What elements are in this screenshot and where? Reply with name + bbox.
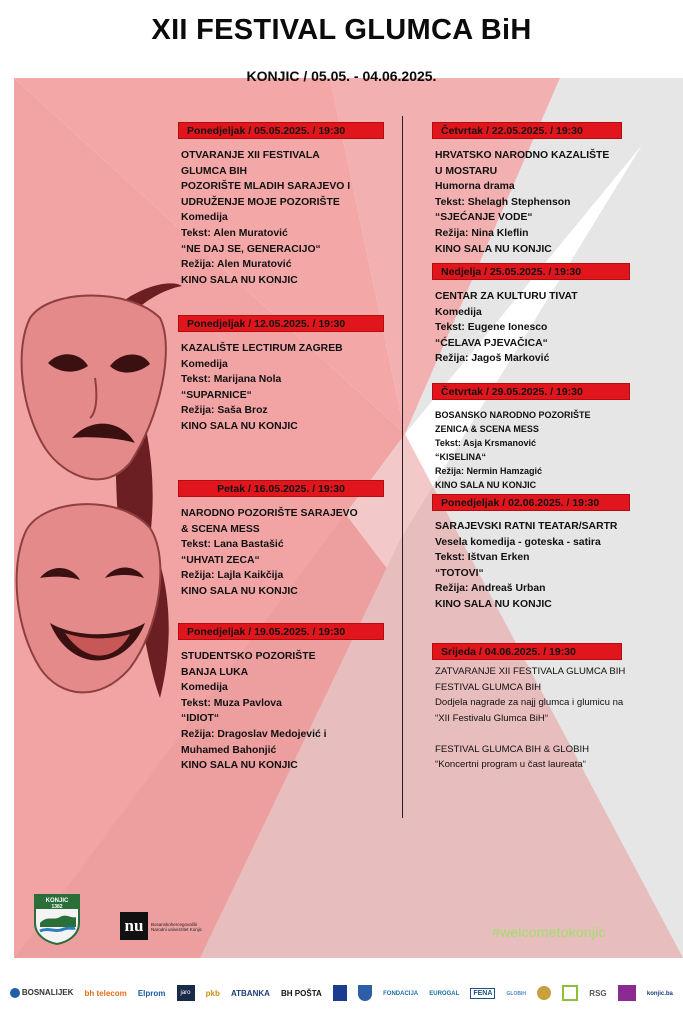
event-line: CENTAR ZA KULTURU TIVAT bbox=[435, 291, 578, 302]
event-card bbox=[178, 121, 384, 288]
crest-label: KONJIC bbox=[45, 898, 69, 904]
event-line: “Koncertni program u čast laureata“ bbox=[435, 759, 586, 770]
event-line: Tekst: Ištvan Erken bbox=[435, 552, 530, 564]
event-line: KINO SALA NU KONJIC bbox=[181, 760, 298, 772]
event-line: & SCENA MESS bbox=[181, 523, 260, 535]
event-line: Režija: Nermin Hamzagić bbox=[435, 466, 543, 476]
event-line: Režija: Lajla Kaikčija bbox=[181, 570, 284, 582]
sponsor-logo: jaro bbox=[177, 985, 195, 1001]
event-line: Humorna drama bbox=[435, 181, 515, 193]
event-card bbox=[178, 622, 384, 774]
frame-icon bbox=[562, 985, 578, 1001]
event-line: Dodjela nagrade za najj glumca i glumicu na bbox=[435, 697, 624, 708]
event-line: KINO SALA NU KONJIC bbox=[181, 420, 298, 432]
event-line: KAZALIŠTE LECTIRUM ZAGREB bbox=[181, 343, 343, 354]
event-line: Tekst: Shelagh Stephenson bbox=[435, 196, 571, 208]
sponsor-logo: RSG bbox=[589, 988, 607, 998]
event-date-bar: Srijeda / 04.06.2025. / 19:30 bbox=[432, 643, 622, 660]
event-line: “NE DAJ SE, GENERACIJO“ bbox=[181, 243, 321, 255]
event-card bbox=[178, 479, 384, 600]
column-divider bbox=[402, 116, 403, 818]
event-line: “ĆELAVA PJEVAČICA“ bbox=[435, 337, 548, 349]
event-line: “TOTOVI“ bbox=[435, 567, 484, 579]
sponsor-logo: GLOBIH bbox=[506, 990, 526, 997]
event-line: NARODNO POZORIŠTE SARAJEVO bbox=[181, 508, 358, 519]
event-line: Komedija bbox=[181, 212, 228, 224]
event-line: KINO SALA NU KONJIC bbox=[435, 598, 552, 610]
event-line: “XII Festivalu Glumca BiH“ bbox=[435, 712, 549, 724]
theatre-masks-icon bbox=[10, 278, 185, 718]
sponsor-logo: FENA bbox=[470, 990, 495, 997]
event-date-bar: Ponedjeljak / 02.06.2025. / 19:30 bbox=[432, 494, 630, 511]
event-date-bar: Ponedjeljak / 12.05.2025. / 19:30 bbox=[178, 315, 384, 332]
event-card bbox=[432, 262, 630, 367]
event-line: UDRUŽENJE MOJE POZORIŠTE bbox=[181, 196, 340, 208]
event-date-bar: Nedjelja / 25.05.2025. / 19:30 bbox=[432, 263, 630, 280]
crest-year: 1382 bbox=[51, 904, 63, 910]
nu-logo-text: Bosanskohercegovački Narodni univerzitet Konjic bbox=[151, 922, 203, 932]
pill-icon bbox=[10, 988, 20, 998]
sponsor-logo: BOSNALIJEK bbox=[10, 988, 73, 998]
event-card bbox=[432, 121, 622, 257]
event-date-bar: Četvrtak / 29.05.2025. / 19:30 bbox=[432, 383, 630, 400]
event-line: OTVARANJE XII FESTIVALA bbox=[181, 150, 320, 161]
event-line: Režija: Saša Broz bbox=[181, 405, 268, 417]
nu-konjic-logo bbox=[120, 912, 208, 940]
festival-title: XII FESTIVAL GLUMCA BiH bbox=[151, 14, 532, 46]
sponsor-logo: BH POŠTA bbox=[281, 988, 322, 998]
event-line: HRVATSKO NARODNO KAZALIŠTE bbox=[435, 150, 610, 161]
event-line: GLUMCA BIH bbox=[181, 165, 247, 177]
event-card bbox=[432, 382, 630, 492]
event-line: POZORIŠTE MLADIH SARAJEVO I bbox=[181, 181, 351, 193]
sponsor-logo: ATBANKA bbox=[230, 988, 270, 998]
event-line: “KISELINA“ bbox=[435, 452, 487, 462]
event-line: Tekst: Muza Pavlova bbox=[181, 697, 282, 709]
event-line: “SUPARNICE“ bbox=[181, 389, 252, 401]
event-date-bar: Ponedjeljak / 05.05.2025. / 19:30 bbox=[178, 122, 384, 139]
event-line bbox=[435, 726, 625, 742]
event-card bbox=[432, 642, 625, 773]
event-line: “SJEĆANJE VODE“ bbox=[435, 212, 533, 224]
hashtag: #welcometokonjic bbox=[492, 924, 606, 940]
event-date-bar: Četvrtak / 22.05.2025. / 19:30 bbox=[432, 122, 622, 139]
event-line: STUDENTSKO POZORIŠTE bbox=[181, 651, 316, 662]
sponsor-logo: EUROGAL bbox=[429, 990, 460, 997]
event-date-bar: Petak / 16.05.2025. / 19:30 bbox=[178, 480, 384, 497]
event-line: KINO SALA NU KONJIC bbox=[181, 274, 298, 286]
event-line: Muhamed Bahonjić bbox=[181, 744, 277, 756]
flag-icon bbox=[333, 985, 347, 1001]
event-line: Režija: Andreaš Urban bbox=[435, 583, 546, 595]
event-line: Komedija bbox=[181, 682, 228, 694]
sponsor-logo: FONDACIJA bbox=[383, 990, 419, 997]
event-card bbox=[178, 314, 384, 435]
sponsor-logo: pkb bbox=[205, 988, 220, 998]
festival-dates: KONJIC / 05.05. - 04.06.2025. bbox=[246, 68, 437, 84]
sponsor-logo: konjic.ba bbox=[646, 990, 673, 997]
event-card bbox=[432, 493, 630, 613]
event-line: KINO SALA NU KONJIC bbox=[435, 480, 537, 490]
emblem-icon bbox=[537, 986, 551, 1000]
event-line: Komedija bbox=[181, 358, 228, 370]
purple-icon bbox=[618, 985, 636, 1001]
event-line: Tekst: Lana Bastašić bbox=[181, 539, 284, 551]
event-line: Režija: Jagoš Marković bbox=[435, 353, 550, 365]
event-line: KINO SALA NU KONJIC bbox=[181, 585, 298, 597]
event-line: Režija: Nina Kleflin bbox=[435, 227, 529, 239]
event-line: FESTIVAL GLUMCA BIH bbox=[435, 681, 542, 693]
shield-icon bbox=[358, 985, 372, 1001]
event-line: Tekst: Asja Krsmanović bbox=[435, 438, 537, 448]
event-line: Komedija bbox=[435, 306, 482, 318]
sponsor-logo: bh telecom bbox=[84, 988, 127, 998]
event-line: Režija: Alen Muratović bbox=[181, 259, 292, 271]
event-line: Tekst: Marijana Nola bbox=[181, 374, 282, 386]
event-line: “UHVATI ZECA“ bbox=[181, 554, 260, 566]
event-line: Režija: Dragoslav Medojević i bbox=[181, 728, 327, 740]
konjic-crest-icon bbox=[32, 893, 82, 945]
sponsor-logo: Elprom bbox=[137, 988, 166, 998]
event-line: SARAJEVSKI RATNI TEATAR/SARTR bbox=[435, 521, 618, 532]
event-line: FESTIVAL GLUMCA BIH & GLOBIH bbox=[435, 743, 590, 755]
nu-logo-mark: nu bbox=[120, 912, 148, 940]
event-line: BOSANSKO NARODNO POZORIŠTE bbox=[435, 410, 591, 420]
sponsor-logos bbox=[10, 980, 673, 1006]
event-line: Tekst: Alen Muratović bbox=[181, 227, 288, 239]
event-line: Vesela komedija - goteska - satira bbox=[435, 536, 601, 548]
event-line: ZATVARANJE XII FESTIVALA GLUMCA BIH bbox=[435, 666, 626, 677]
event-line: BANJA LUKA bbox=[181, 666, 249, 678]
event-line: KINO SALA NU KONJIC bbox=[435, 243, 552, 255]
event-date-bar: Ponedjeljak / 19.05.2025. / 19:30 bbox=[178, 623, 384, 640]
event-line: “IDIOT“ bbox=[181, 713, 220, 725]
event-line: U MOSTARU bbox=[435, 165, 498, 177]
event-line: ZENICA & SCENA MESS bbox=[435, 424, 539, 434]
event-line: Tekst: Eugene Ionesco bbox=[435, 322, 548, 334]
